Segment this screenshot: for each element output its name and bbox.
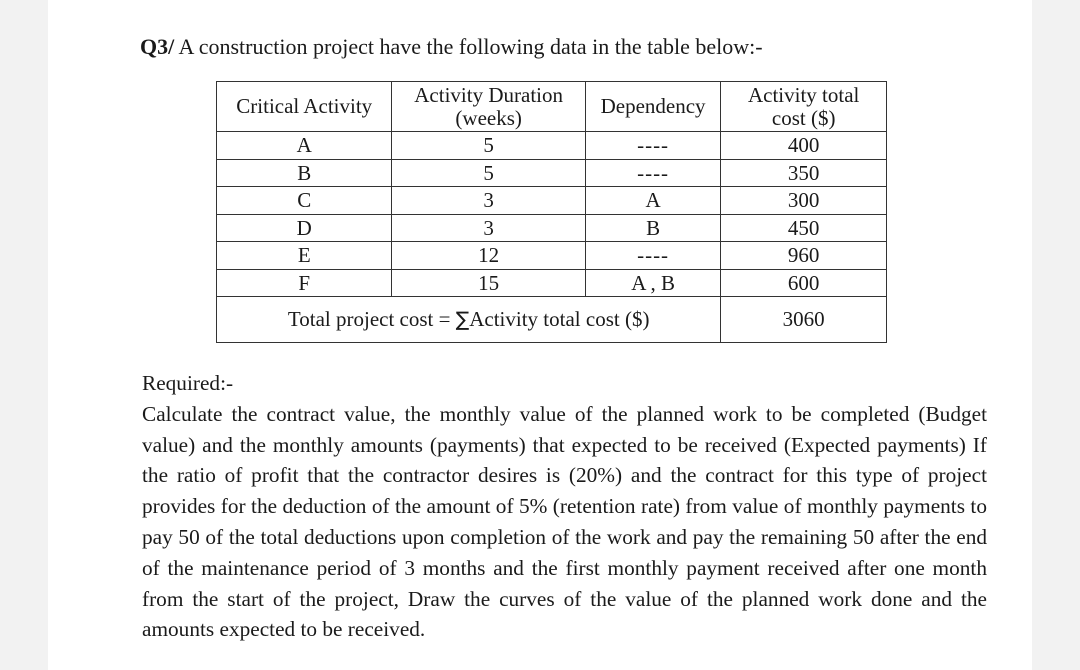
cell-duration: 15 [392,269,585,297]
cell-activity: A [217,132,392,160]
cell-duration: 12 [392,242,585,270]
header-dependency: Dependency [585,82,721,132]
header-cost-line2: cost ($) [771,105,836,130]
required-body: Calculate the contract value, the monthly value of the planned work to be completed (Budget value) and the monthly amounts (payments) that expected to be received (Expected payments) If the ratio of profit that the contractor desires is (20%) and the contract for this type of project provides for the deduction of the amount of 5% (retention rate) from value of monthly payments to pay 50 of the total deductions upon completion of the work and pay the remaining 50 after the end of the maintenance period of 3 months and the first monthly payment received after one month from the start of the project, Draw the curves of the value of the planned work done and the amounts expected to be received. [142,401,987,642]
activity-table [216,81,887,343]
table-row [217,269,887,297]
table-row [217,242,887,270]
cell-cost: 600 [721,269,887,297]
cell-cost: 300 [721,187,887,215]
total-label-bold: Total project cost = [287,307,456,332]
table-header-row [217,82,887,132]
table-row [217,214,887,242]
cell-cost: 960 [721,242,887,270]
header-cost-line1: Activity total [747,83,860,108]
cell-cost: 350 [721,159,887,187]
cell-cost: 450 [721,214,887,242]
cell-cost: 400 [721,132,887,160]
header-activity-duration [392,82,585,132]
table-row [217,187,887,215]
cell-activity: C [217,187,392,215]
header-critical-activity: Critical Activity [217,82,392,132]
required-heading: Required:- [142,371,234,395]
question-line [140,34,763,60]
cell-duration: 3 [392,214,585,242]
table-row [217,159,887,187]
cell-activity: F [217,269,392,297]
cell-activity: D [217,214,392,242]
total-row [217,297,887,343]
cell-dependency: A , B [585,269,721,297]
cell-dependency: ---- [585,132,721,160]
document-page [48,0,1032,670]
total-label-rest: Activity total cost ($) [469,307,650,332]
cell-duration: 3 [392,187,585,215]
total-value: 3060 [721,297,887,343]
header-duration-line2: (weeks) [455,105,522,130]
question-number: Q3/ [140,34,175,59]
cell-dependency: B [585,214,721,242]
cell-activity: B [217,159,392,187]
cell-duration: 5 [392,159,585,187]
required-section [142,368,987,645]
total-label [217,297,721,343]
header-duration-line1: Activity Duration [414,83,563,108]
cell-dependency: A [585,187,721,215]
header-activity-cost [721,82,887,132]
cell-duration: 5 [392,132,585,160]
cell-dependency: ---- [585,242,721,270]
cell-activity: E [217,242,392,270]
question-text: A construction project have the following data in the table below:- [174,34,763,59]
table-row [217,132,887,160]
sigma-symbol: ∑ [455,307,470,332]
cell-dependency: ---- [585,159,721,187]
